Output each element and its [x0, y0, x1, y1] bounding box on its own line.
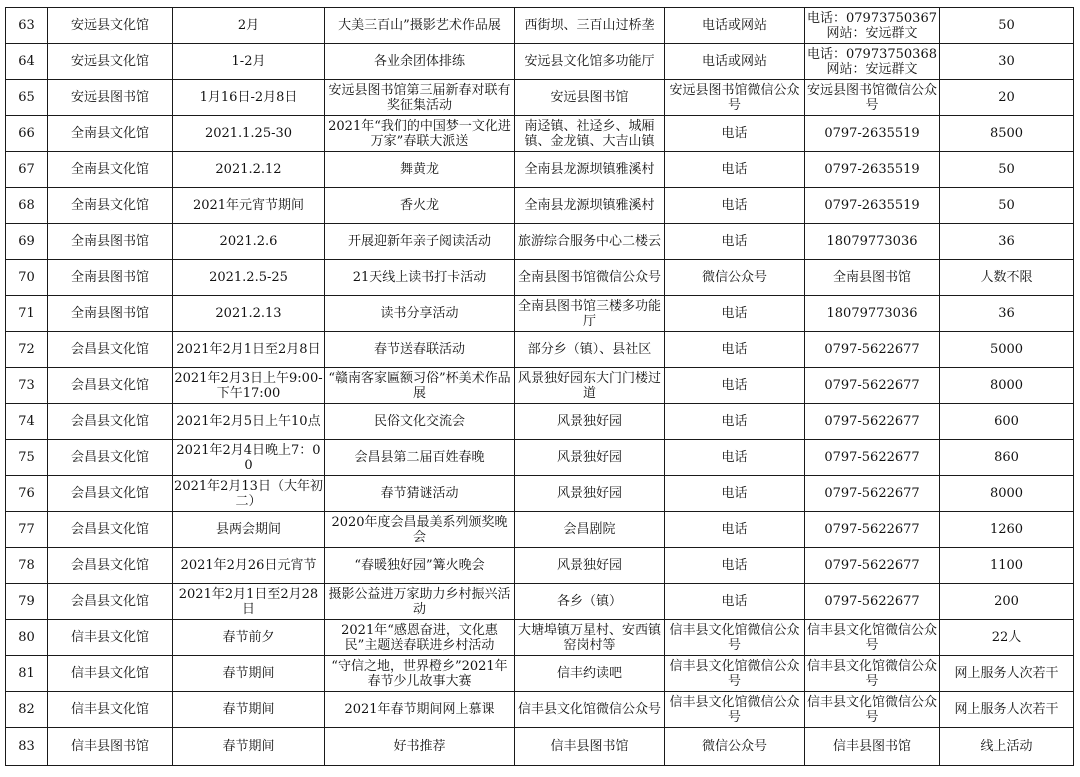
organizer-cell: 会昌县文化馆 [48, 548, 173, 584]
activity-name-cell: “春暖独好园”篝火晚会 [325, 548, 515, 584]
activity-name-cell: 好书推荐 [325, 728, 515, 766]
activity-name-cell: 21天线上读书打卡活动 [325, 260, 515, 296]
organizer-cell: 安远县图书馆 [48, 80, 173, 116]
contact-info-cell: 0797-2635519 [805, 152, 940, 188]
contact-info-cell: 0797-5622677 [805, 404, 940, 440]
contact-info-cell: 0797-2635519 [805, 116, 940, 152]
contact-method-cell: 电话或网站 [665, 8, 805, 44]
participant-count-cell: 网上服务人次若干 [940, 692, 1074, 728]
row-number-cell: 83 [6, 728, 48, 766]
organizer-cell: 会昌县文化馆 [48, 476, 173, 512]
activity-date-cell: 2月 [173, 8, 325, 44]
contact-method-cell: 电话 [665, 512, 805, 548]
contact-info-cell: 0797-5622677 [805, 548, 940, 584]
participant-count-cell: 人数不限 [940, 260, 1074, 296]
activity-date-cell: 2021.2.13 [173, 296, 325, 332]
contact-info-cell: 安远县图书馆微信公众号 [805, 80, 940, 116]
activity-name-cell: 2020年度会昌最美系列颁奖晚会 [325, 512, 515, 548]
table-row [6, 8, 1074, 44]
participant-count-cell: 50 [940, 188, 1074, 224]
table-row [6, 692, 1074, 728]
contact-method-cell: 微信公众号 [665, 260, 805, 296]
row-number-cell: 68 [6, 188, 48, 224]
location-cell: 风景独好园 [515, 440, 665, 476]
contact-info-cell: 0797-5622677 [805, 512, 940, 548]
contact-info-cell: 18079773036 [805, 224, 940, 260]
row-number-cell: 77 [6, 512, 48, 548]
row-number-cell: 64 [6, 44, 48, 80]
location-cell: 旅游综合服务中心二楼云 [515, 224, 665, 260]
activity-date-cell: 春节前夕 [173, 620, 325, 656]
organizer-cell: 会昌县文化馆 [48, 368, 173, 404]
row-number-cell: 66 [6, 116, 48, 152]
location-cell: 信丰县图书馆 [515, 728, 665, 766]
contact-info-cell: 0797-2635519 [805, 188, 940, 224]
organizer-cell: 信丰县文化馆 [48, 656, 173, 692]
contact-info-cell: 0797-5622677 [805, 368, 940, 404]
contact-method-cell: 电话 [665, 332, 805, 368]
contact-info-cell: 18079773036 [805, 296, 940, 332]
location-cell: 安远县文化馆多功能厅 [515, 44, 665, 80]
activity-name-cell: 开展迎新年亲子阅读活动 [325, 224, 515, 260]
table-row [6, 584, 1074, 620]
location-cell: 全南县龙源坝镇雅溪村 [515, 152, 665, 188]
participant-count-cell: 50 [940, 152, 1074, 188]
activity-name-cell: “守信之地，世界橙乡”2021年春节少儿故事大赛 [325, 656, 515, 692]
contact-info-cell: 信丰县文化馆微信公众号 [805, 620, 940, 656]
activity-date-cell: 春节期间 [173, 728, 325, 766]
contact-info-cell: 0797-5622677 [805, 440, 940, 476]
organizer-cell: 会昌县文化馆 [48, 332, 173, 368]
table-row [6, 404, 1074, 440]
activity-date-cell: 2021年2月3日上午9:00-下午17:00 [173, 368, 325, 404]
location-cell: 全南县龙源坝镇雅溪村 [515, 188, 665, 224]
organizer-cell: 全南县文化馆 [48, 188, 173, 224]
row-number-cell: 82 [6, 692, 48, 728]
participant-count-cell: 22人 [940, 620, 1074, 656]
row-number-cell: 71 [6, 296, 48, 332]
table-row [6, 188, 1074, 224]
contact-method-cell: 电话 [665, 404, 805, 440]
table-row [6, 656, 1074, 692]
organizer-cell: 信丰县文化馆 [48, 620, 173, 656]
contact-info-cell: 信丰县文化馆微信公众号 [805, 656, 940, 692]
location-cell: 信丰约读吧 [515, 656, 665, 692]
activity-name-cell: “赣南客家匾额习俗”杯美术作品展 [325, 368, 515, 404]
location-cell: 风景独好园 [515, 548, 665, 584]
organizer-cell: 会昌县文化馆 [48, 440, 173, 476]
activity-name-cell: 大美三百山”摄影艺术作品展 [325, 8, 515, 44]
participant-count-cell: 5000 [940, 332, 1074, 368]
organizer-cell: 全南县文化馆 [48, 152, 173, 188]
activity-name-cell: 安远县图书馆第三届新春对联有奖征集活动 [325, 80, 515, 116]
participant-count-cell: 200 [940, 584, 1074, 620]
activity-date-cell: 2021年2月26日元宵节 [173, 548, 325, 584]
activity-date-cell: 春节期间 [173, 692, 325, 728]
contact-info-cell: 0797-5622677 [805, 476, 940, 512]
participant-count-cell: 1260 [940, 512, 1074, 548]
contact-method-cell: 电话 [665, 296, 805, 332]
activity-name-cell: 春节送春联活动 [325, 332, 515, 368]
activity-name-cell: 舞黄龙 [325, 152, 515, 188]
location-cell: 安远县图书馆 [515, 80, 665, 116]
activity-date-cell: 2021年2月1日至2月28日 [173, 584, 325, 620]
activity-date-cell: 2021.2.12 [173, 152, 325, 188]
table-row [6, 80, 1074, 116]
contact-method-cell: 安远县图书馆微信公众号 [665, 80, 805, 116]
activity-date-cell: 2021年2月1日至2月8日 [173, 332, 325, 368]
contact-method-cell: 电话 [665, 476, 805, 512]
activity-name-cell: 摄影公益进万家助力乡村振兴活动 [325, 584, 515, 620]
location-cell: 西街坝、三百山过桥垄 [515, 8, 665, 44]
activity-name-cell: 民俗文化交流会 [325, 404, 515, 440]
contact-info-cell: 信丰县图书馆 [805, 728, 940, 766]
activity-name-cell: 香火龙 [325, 188, 515, 224]
location-cell: 大塘埠镇万星村、安西镇窑岗村等 [515, 620, 665, 656]
participant-count-cell: 600 [940, 404, 1074, 440]
location-cell: 各乡（镇） [515, 584, 665, 620]
activity-name-cell: 2021年春节期间网上慕课 [325, 692, 515, 728]
table-row [6, 332, 1074, 368]
activity-date-cell: 2021.2.5-25 [173, 260, 325, 296]
activity-date-cell: 2021.1.25-30 [173, 116, 325, 152]
table-row [6, 260, 1074, 296]
activity-name-cell: 各业余团体排练 [325, 44, 515, 80]
activity-date-cell: 2021年元宵节期间 [173, 188, 325, 224]
row-number-cell: 79 [6, 584, 48, 620]
activity-date-cell: 1月16日-2月8日 [173, 80, 325, 116]
row-number-cell: 81 [6, 656, 48, 692]
contact-method-cell: 电话 [665, 440, 805, 476]
contact-info-cell: 0797-5622677 [805, 584, 940, 620]
location-cell: 全南县图书馆三楼多功能厅 [515, 296, 665, 332]
contact-method-cell: 电话 [665, 584, 805, 620]
contact-info-cell: 电话：07973750368 网站：安远群文 [805, 44, 940, 80]
location-cell: 南迳镇、社迳乡、城厢镇、金龙镇、大吉山镇 [515, 116, 665, 152]
activity-table [5, 7, 1074, 766]
activity-date-cell: 1-2月 [173, 44, 325, 80]
participant-count-cell: 8500 [940, 116, 1074, 152]
activity-date-cell: 2021年2月5日上午10点 [173, 404, 325, 440]
participant-count-cell: 网上服务人次若干 [940, 656, 1074, 692]
contact-method-cell: 电话或网站 [665, 44, 805, 80]
contact-info-cell: 信丰县文化馆微信公众号 [805, 692, 940, 728]
participant-count-cell: 860 [940, 440, 1074, 476]
row-number-cell: 67 [6, 152, 48, 188]
table-row [6, 620, 1074, 656]
participant-count-cell: 线上活动 [940, 728, 1074, 766]
organizer-cell: 会昌县文化馆 [48, 404, 173, 440]
activity-date-cell: 县两会期间 [173, 512, 325, 548]
organizer-cell: 全南县图书馆 [48, 260, 173, 296]
table-row [6, 44, 1074, 80]
activity-date-cell: 2021年2月4日晚上7：00 [173, 440, 325, 476]
row-number-cell: 74 [6, 404, 48, 440]
organizer-cell: 全南县文化馆 [48, 116, 173, 152]
organizer-cell: 会昌县文化馆 [48, 584, 173, 620]
contact-method-cell: 信丰县文化馆微信公众号 [665, 692, 805, 728]
activity-name-cell: 春节猜谜活动 [325, 476, 515, 512]
table-row [6, 512, 1074, 548]
table-row [6, 152, 1074, 188]
contact-info-cell: 电话：07973750367 网站：安远群文 [805, 8, 940, 44]
row-number-cell: 80 [6, 620, 48, 656]
activity-name-cell: 读书分享活动 [325, 296, 515, 332]
participant-count-cell: 30 [940, 44, 1074, 80]
contact-info-cell: 全南县图书馆 [805, 260, 940, 296]
contact-method-cell: 电话 [665, 188, 805, 224]
participant-count-cell: 8000 [940, 368, 1074, 404]
activity-date-cell: 春节期间 [173, 656, 325, 692]
organizer-cell: 全南县图书馆 [48, 296, 173, 332]
organizer-cell: 全南县图书馆 [48, 224, 173, 260]
participant-count-cell: 8000 [940, 476, 1074, 512]
organizer-cell: 信丰县文化馆 [48, 692, 173, 728]
table-body [6, 8, 1074, 766]
table-row [6, 224, 1074, 260]
contact-method-cell: 电话 [665, 548, 805, 584]
table-row [6, 368, 1074, 404]
table-row [6, 440, 1074, 476]
table-row [6, 116, 1074, 152]
table-row [6, 728, 1074, 766]
location-cell: 会昌剧院 [515, 512, 665, 548]
organizer-cell: 安远县文化馆 [48, 8, 173, 44]
table-row [6, 296, 1074, 332]
table-row [6, 548, 1074, 584]
organizer-cell: 信丰县图书馆 [48, 728, 173, 766]
table-row [6, 476, 1074, 512]
participant-count-cell: 20 [940, 80, 1074, 116]
activity-name-cell: 2021年“我们的中国梦一文化进万家”春联大派送 [325, 116, 515, 152]
contact-method-cell: 电话 [665, 224, 805, 260]
activity-name-cell: 2021年“感恩奋进，文化惠民”主题送春联进乡村活动 [325, 620, 515, 656]
row-number-cell: 69 [6, 224, 48, 260]
location-cell: 风景独好园东大门门楼过道 [515, 368, 665, 404]
contact-method-cell: 微信公众号 [665, 728, 805, 766]
participant-count-cell: 36 [940, 296, 1074, 332]
contact-method-cell: 信丰县文化馆微信公众号 [665, 620, 805, 656]
organizer-cell: 会昌县文化馆 [48, 512, 173, 548]
location-cell: 风景独好园 [515, 476, 665, 512]
row-number-cell: 70 [6, 260, 48, 296]
location-cell: 风景独好园 [515, 404, 665, 440]
activity-date-cell: 2021.2.6 [173, 224, 325, 260]
location-cell: 信丰县文化馆微信公众号 [515, 692, 665, 728]
location-cell: 全南县图书馆微信公众号 [515, 260, 665, 296]
activity-date-cell: 2021年2月13日（大年初二） [173, 476, 325, 512]
activity-name-cell: 会昌县第二届百姓春晚 [325, 440, 515, 476]
contact-method-cell: 电话 [665, 368, 805, 404]
row-number-cell: 75 [6, 440, 48, 476]
contact-info-cell: 0797-5622677 [805, 332, 940, 368]
location-cell: 部分乡（镇）、县社区 [515, 332, 665, 368]
row-number-cell: 63 [6, 8, 48, 44]
row-number-cell: 76 [6, 476, 48, 512]
contact-method-cell: 电话 [665, 116, 805, 152]
row-number-cell: 65 [6, 80, 48, 116]
contact-method-cell: 电话 [665, 152, 805, 188]
organizer-cell: 安远县文化馆 [48, 44, 173, 80]
participant-count-cell: 36 [940, 224, 1074, 260]
row-number-cell: 73 [6, 368, 48, 404]
row-number-cell: 78 [6, 548, 48, 584]
row-number-cell: 72 [6, 332, 48, 368]
participant-count-cell: 50 [940, 8, 1074, 44]
participant-count-cell: 1100 [940, 548, 1074, 584]
contact-method-cell: 信丰县文化馆微信公众号 [665, 656, 805, 692]
